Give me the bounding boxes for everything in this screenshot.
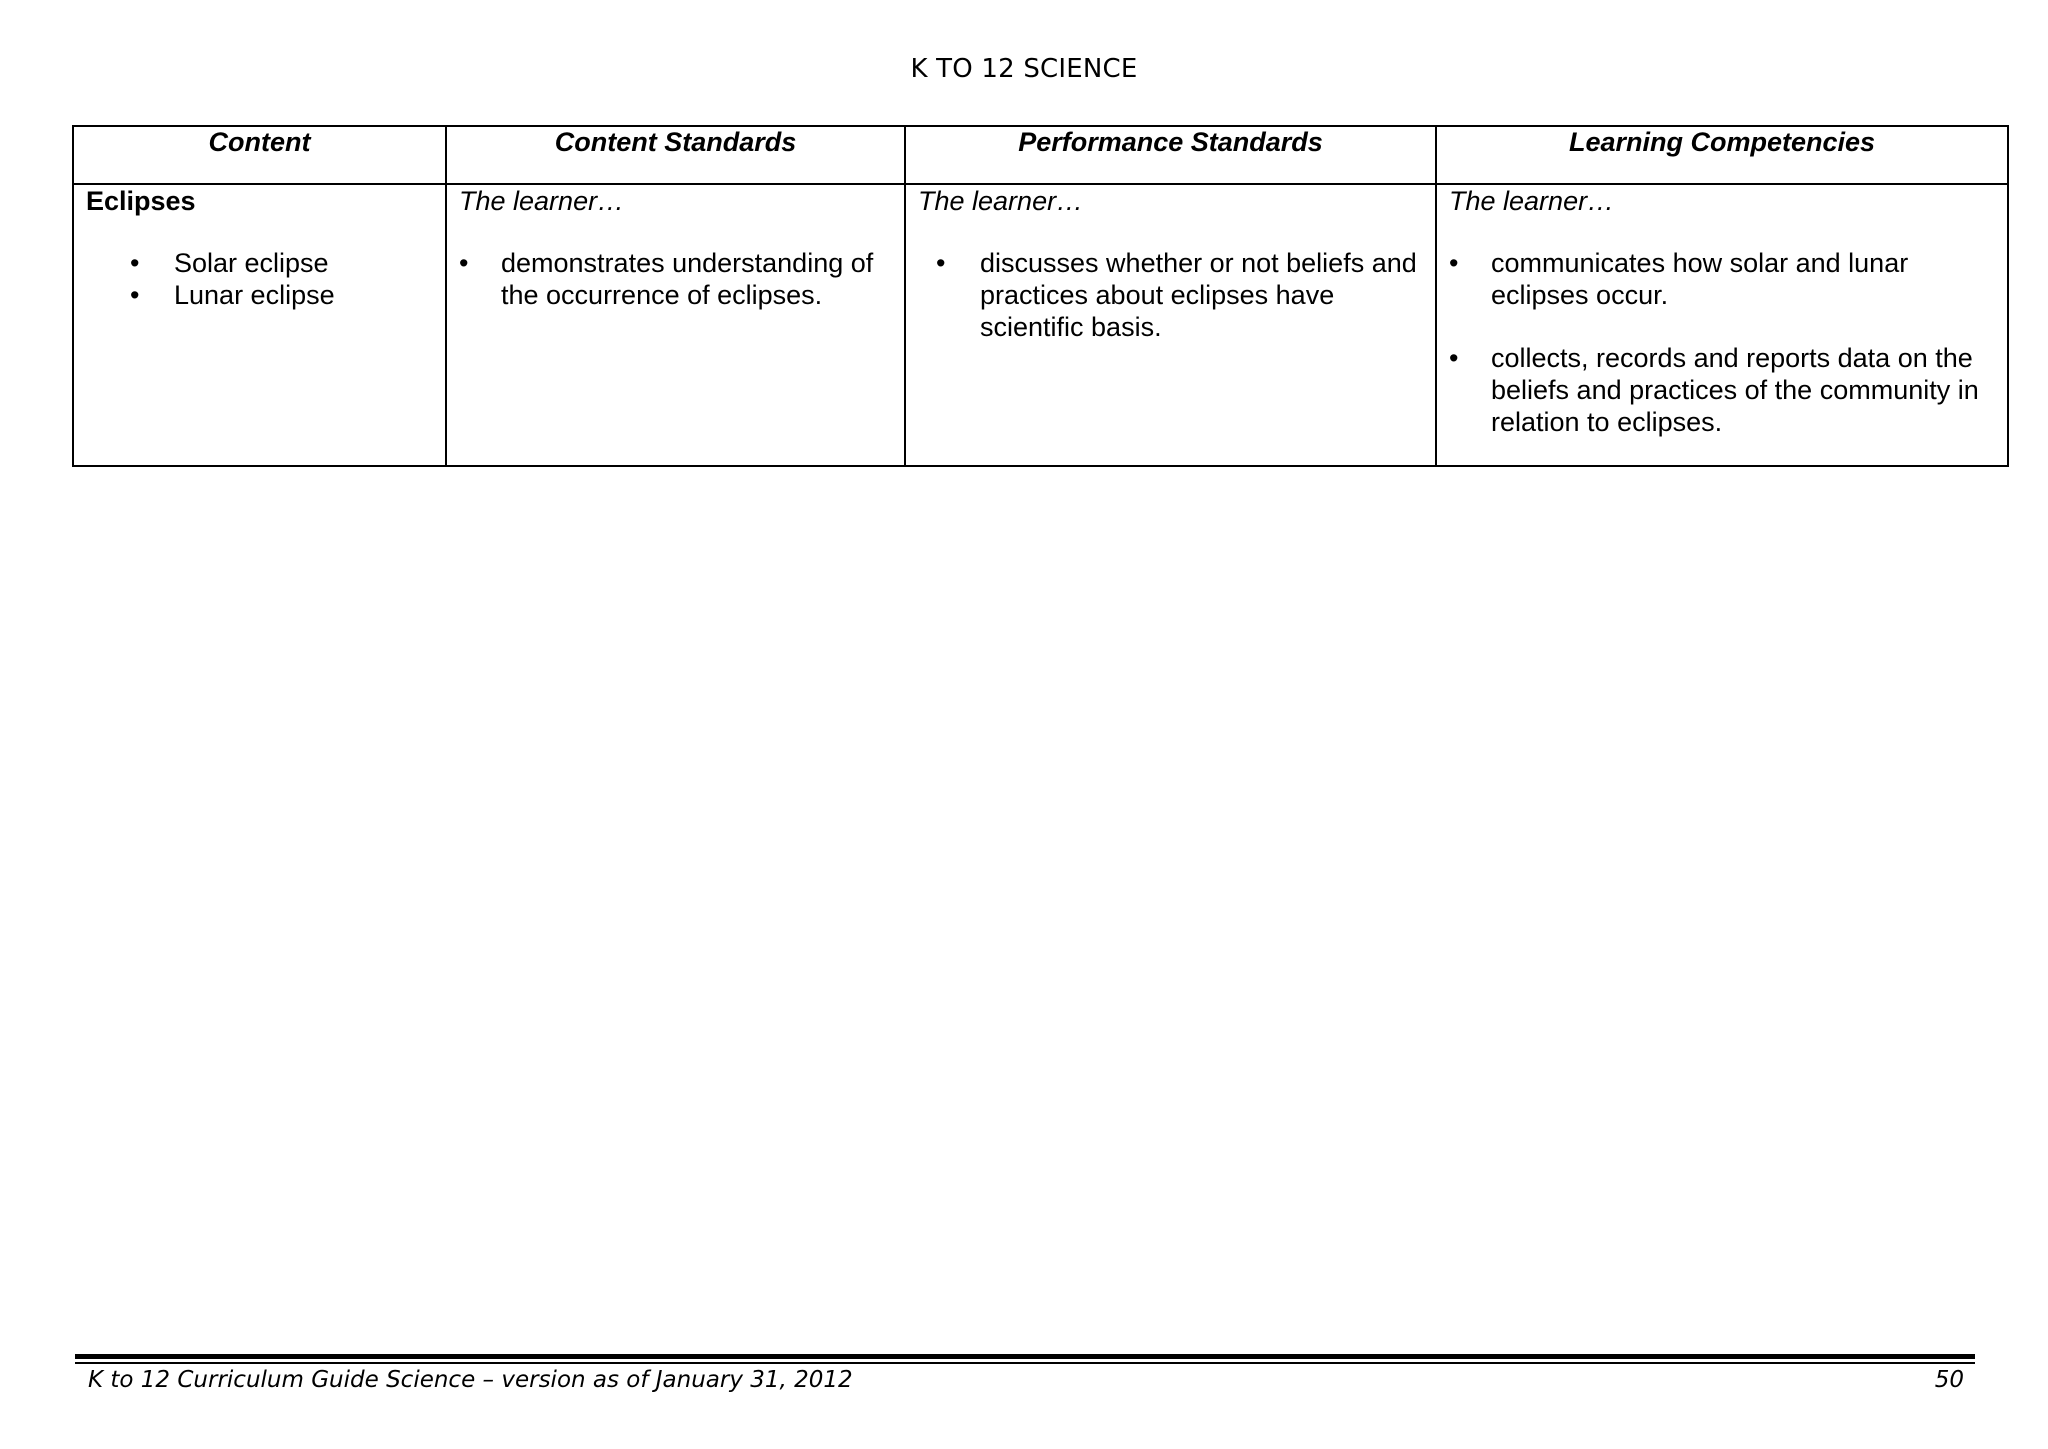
list-item: • discusses whether or not beliefs and practices about eclipses have scientific basis.	[918, 247, 1423, 343]
performance-standards-cell	[905, 184, 1436, 466]
page-number: 50	[1934, 1367, 1964, 1393]
learning-competencies-list	[1449, 247, 1995, 438]
footer-document-label: K to 12 Curriculum Guide Science – version as of January 31, 2012	[88, 1367, 853, 1393]
list-item: • collects, records and reports data on the beliefs and practices of the community in relation to eclipses.	[1449, 342, 1995, 438]
column-header-content: Content	[73, 126, 446, 184]
column-header-content-standards: Content Standards	[446, 126, 905, 184]
performance-standards-list	[918, 247, 1423, 343]
page-footer	[88, 1367, 1964, 1393]
page-header-title: K TO 12 SCIENCE	[910, 54, 1138, 84]
content-topic: Eclipses	[86, 186, 196, 216]
column-header-learning-competencies: Learning Competencies	[1436, 126, 2008, 184]
list-item: • communicates how solar and lunar eclipses occur.	[1449, 247, 1995, 311]
content-standards-lead: The learner…	[459, 186, 625, 216]
curriculum-table	[72, 125, 2009, 467]
content-cell	[73, 184, 446, 466]
list-item: • Solar eclipse	[86, 247, 433, 279]
performance-standards-lead: The learner…	[918, 186, 1084, 216]
list-item: • demonstrates understanding of the occurrence of eclipses.	[459, 247, 892, 311]
list-item: • Lunar eclipse	[86, 279, 433, 311]
content-list	[86, 247, 433, 311]
table-row	[73, 184, 2008, 466]
column-header-performance-standards: Performance Standards	[905, 126, 1436, 184]
learning-competencies-cell	[1436, 184, 2008, 466]
footer-divider-thick	[75, 1354, 1975, 1359]
footer-divider-thin	[75, 1362, 1975, 1364]
table-header-row	[73, 126, 2008, 184]
content-standards-cell	[446, 184, 905, 466]
content-standards-list	[459, 247, 892, 311]
learning-competencies-lead: The learner…	[1449, 186, 1615, 216]
